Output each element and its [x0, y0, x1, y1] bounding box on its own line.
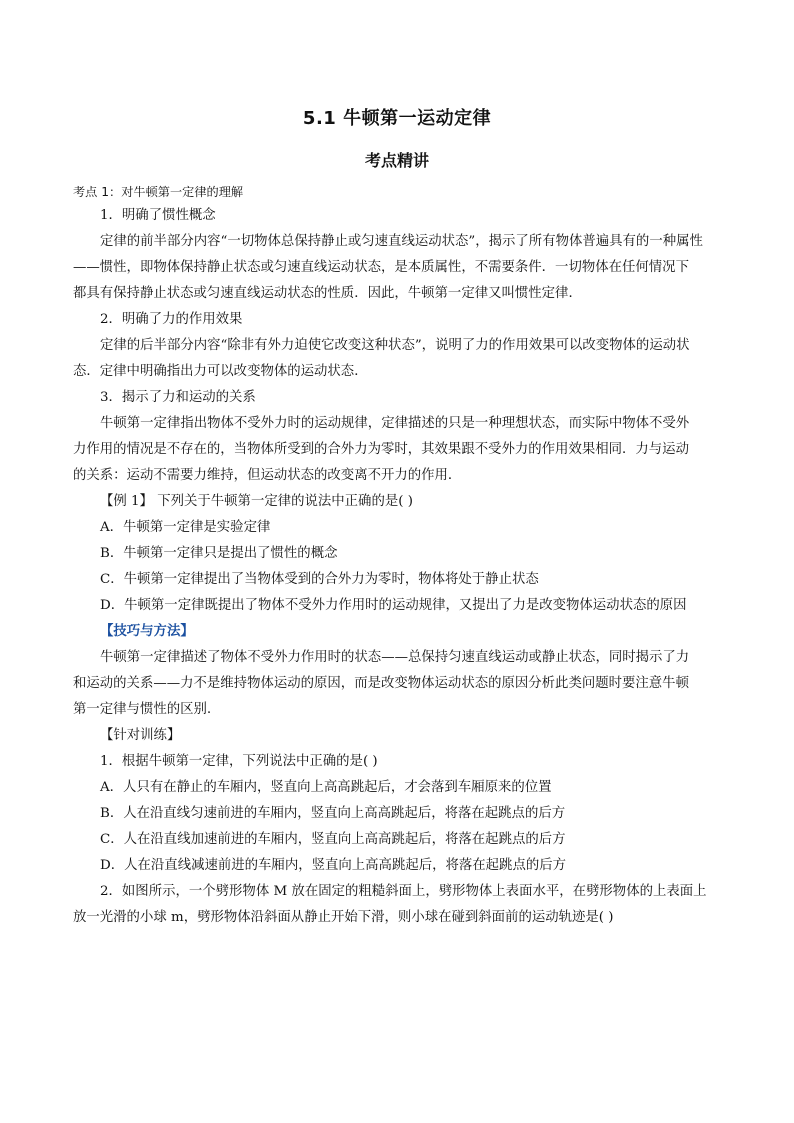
skill-paragraph-line: 第一定律与惯性的区别. — [73, 702, 212, 717]
paragraph-1-line: 都具有保持静止状态或匀速直线运动状态的性质．因此，牛顿第一定律又叫惯性定律． — [73, 286, 582, 301]
point-2-heading: 2．明确了力的作用效果 — [100, 312, 243, 327]
question-1-option: A．人只有在静止的车厢内，竖直向上高高跳起后，才会落到车厢原来的位置 — [100, 780, 552, 795]
example-option: A．牛顿第一定律是实验定律 — [100, 520, 271, 535]
skill-paragraph-line: 牛顿第一定律描述了物体不受外力作用时的状态——总保持匀速直线运动或静止状态，同时揭示了力 — [100, 650, 690, 665]
paragraph-1-line: ——惯性，即物体保持静止状态或匀速直线运动状态，是本质属性，不需要条件．一切物体在任何情况下 — [73, 260, 689, 275]
example-option: C．牛顿第一定律提出了当物体受到的合外力为零时，物体将处于静止状态 — [100, 572, 539, 587]
question-1: 1．根据牛顿第一定律，下列说法中正确的是( ) — [100, 754, 378, 769]
paragraph-3-line: 力作用的情况是不存在的，当物体所受到的合外力为零时，其效果跟不受外力的作用效果相同．力与运动 — [73, 442, 689, 457]
question-1-option: C．人在沿直线加速前进的车厢内，竖直向上高高跳起后，将落在起跳点的后方 — [100, 832, 566, 847]
example-question: 【例 1】 下列关于牛顿第一定律的说法中正确的是( ) — [100, 494, 413, 509]
page-title: 5.1 牛顿第一运动定律 — [302, 108, 492, 129]
section-title: 考点精讲 — [364, 151, 429, 170]
example-option: D．牛顿第一定律既提出了物体不受外力作用时的运动规律，又提出了力是改变物体运动状态的原因 — [100, 598, 687, 613]
question-1-option: D．人在沿直线减速前进的车厢内，竖直向上高高跳起后，将落在起跳点的后方 — [100, 858, 567, 873]
paragraph-3-line: 的关系：运动不需要力维持，但运动状态的改变离不开力的作用． — [73, 468, 462, 483]
training-heading: 【针对训练】 — [100, 728, 181, 743]
paragraph-1-line: 定律的前半部分内容“一切物体总保持静止或匀速直线运动状态”，揭示了所有物体普遍具有的一种属性 — [100, 234, 703, 249]
question-1-option: B．人在沿直线匀速前进的车厢内，竖直向上高高跳起后，将落在起跳点的后方 — [100, 806, 566, 821]
skill-heading: 【技巧与方法】 — [100, 624, 194, 639]
document-body — [73, 181, 723, 931]
paragraph-2-line: 定律的后半部分内容“除非有外力迫使它改变这种状态”，说明了力的作用效果可以改变物体的运动状 — [100, 338, 690, 353]
paragraph-2-line: 态．定律中明确指出力可以改变物体的运动状态． — [73, 364, 368, 379]
skill-paragraph-line: 和运动的关系——力不是维持物体运动的原因，而是改变物体运动状态的原因分析此类问题时要注意牛顿 — [73, 676, 689, 691]
question-2-line: 放一光滑的小球 m，劈形物体沿斜面从静止开始下滑，则小球在碰到斜面前的运动轨迹是( ) — [73, 910, 614, 925]
point-3-heading: 3．揭示了力和运动的关系 — [100, 390, 256, 405]
question-2-line: 2．如图所示，一个劈形物体 M 放在固定的粗糙斜面上，劈形物体上表面水平，在劈形物体的上表面上 — [100, 884, 707, 899]
example-option: B．牛顿第一定律只是提出了惯性的概念 — [100, 546, 338, 561]
point-1-heading: 1．明确了惯性概念 — [100, 208, 216, 223]
kaodian-heading: 考点 1：对牛顿第一定律的理解 — [73, 185, 244, 199]
paragraph-3-line: 牛顿第一定律指出物体不受外力时的运动规律，定律描述的只是一种理想状态，而实际中物体不受外 — [100, 416, 690, 431]
